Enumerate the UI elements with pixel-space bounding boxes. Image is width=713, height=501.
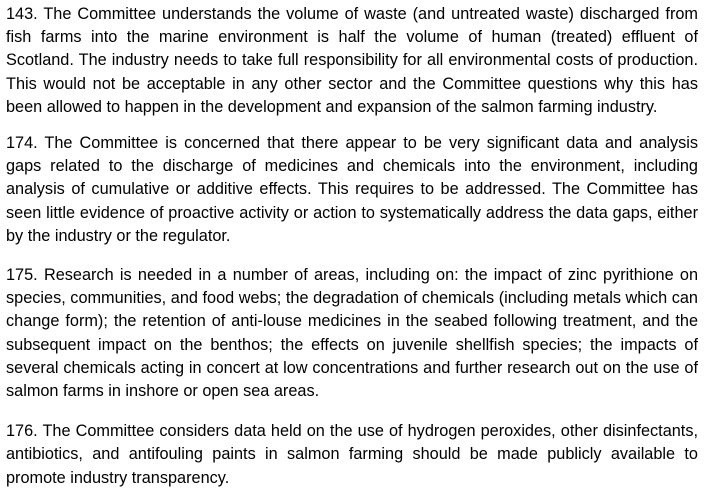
document-page [6, 3, 698, 490]
paragraph-175: 175. Research is needed in a number of areas, including on: the impact of zinc pyrithione on species, communities, and food webs; the degradation of chemicals (including metals which can change form); the retention of anti-louse medicines in the seabed following treatment, and the subsequent impact on the benthos; the effects on juvenile shellfish species; the impacts of several chemicals acting in concert at low concentrations and further research out on the use of salmon farms in inshore or open sea areas. [6, 266, 698, 401]
paragraph-174: 174. The Committee is concerned that there appear to be very significant data and analysis gaps related to the discharge of medicines and chemicals into the environment, including analysis of cumulative or additive effects. This requires to be addressed. The Committee has seen little evidence of proactive activity or action to systematically address the data gaps, either by the industry or the regulator. [6, 134, 698, 245]
paragraph-143: 143. The Committee understands the volume of waste (and untreated waste) discharged from fish farms into the marine environment is half the volume of human (treated) effluent of Scotland. The industry needs to take full responsibility for all environmental costs of production. This would not be acceptable in any other sector and the Committee questions why this has been allowed to happen in the development and expansion of the salmon farming industry. [6, 5, 698, 116]
paragraph-176: 176. The Committee considers data held on the use of hydrogen peroxides, other disinfectants, antibiotics, and antifouling paints in salmon farming should be made publicly available to promote industry transparency. [6, 422, 698, 487]
